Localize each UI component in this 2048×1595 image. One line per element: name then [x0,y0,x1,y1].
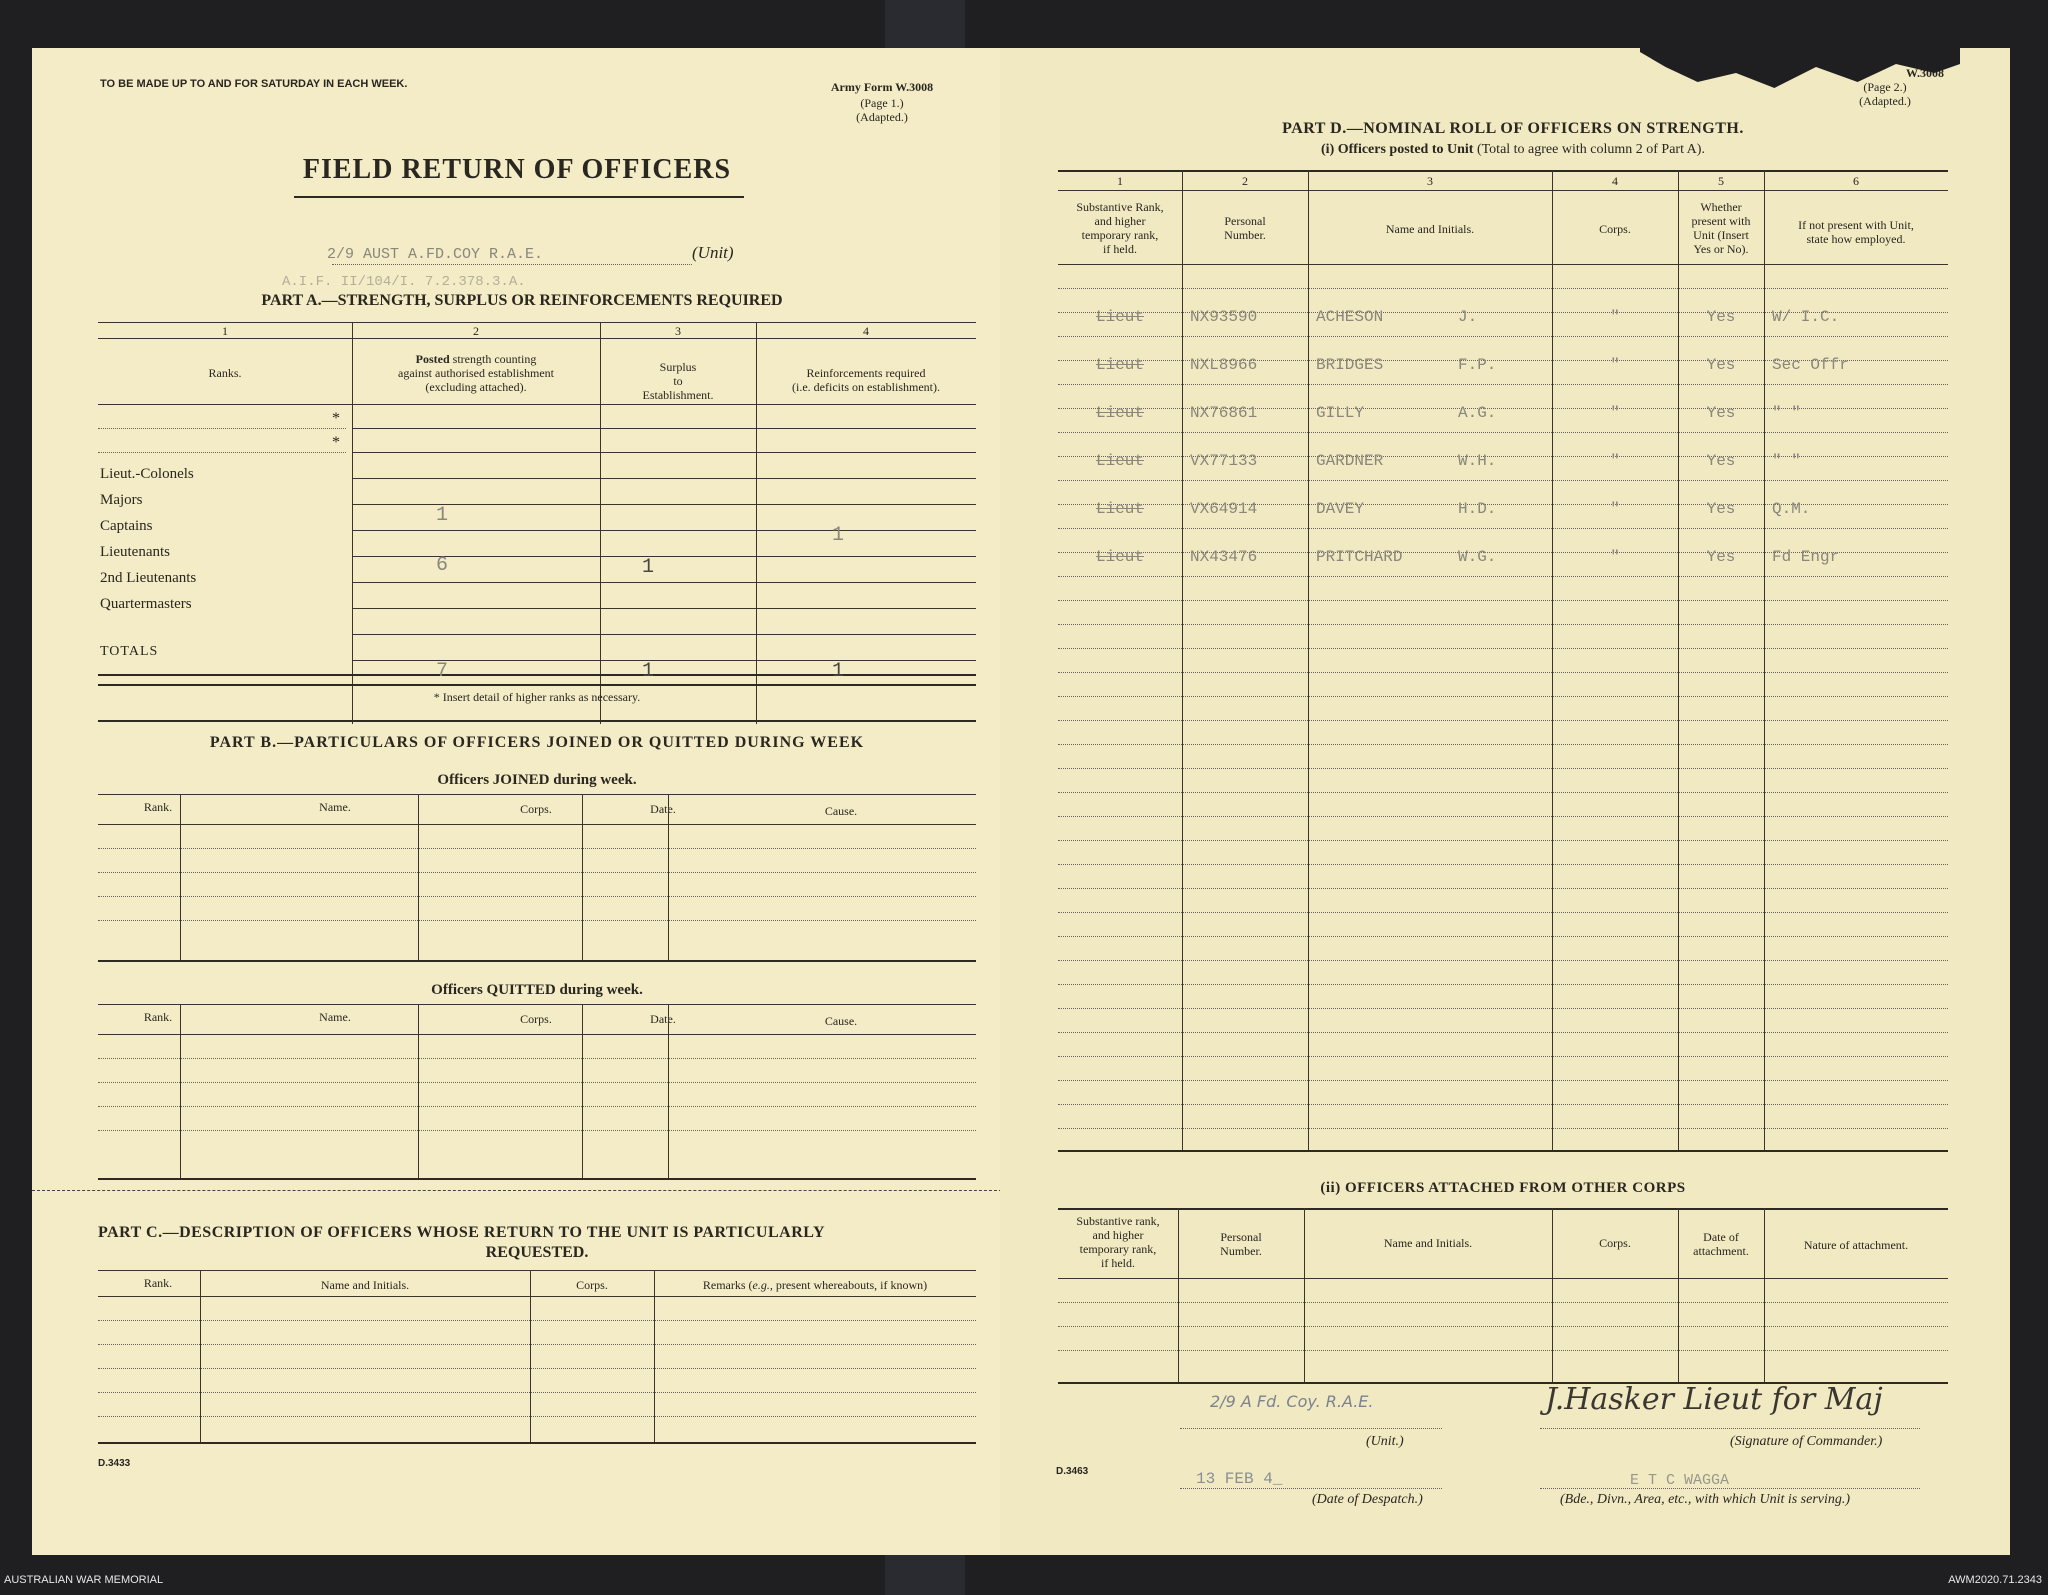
d-h5-l3: Unit (Insert [1693,228,1749,242]
roll-present-6: Yes [1706,548,1736,566]
form-id-right: W.3008 [1906,66,1944,80]
part-a-col4-num: 4 [863,324,869,338]
roll-employ-6: Fd Engr [1772,548,1840,566]
d-h1-l3: temporary rank, [1081,228,1159,242]
quitted-row-2 [98,1082,976,1083]
part-d-subtitle [1058,142,1968,158]
roll-init-4: W.H. [1458,452,1497,470]
roll-row-line [1058,336,1948,337]
roll-row-line [1058,984,1948,985]
totals-reinforcements: 1 [832,660,845,683]
roll-row-line [1058,720,1948,721]
roll-corps-3: " [1610,404,1620,422]
roll-corps-5: " [1610,500,1620,518]
star-2: * [332,434,340,451]
part-d-sub-rest: (Total to agree with column 2 of Part A). [1473,142,1705,157]
d-vline-2 [1308,170,1309,1150]
reinf-l2: (i.e. deficits on establishment). [792,380,940,394]
roll-corps-1: " [1610,308,1620,326]
roll-row-line [1058,672,1948,673]
roll-row-line [1058,1032,1948,1033]
part-b-top-rule [98,720,976,722]
roll-corps-6: " [1610,548,1620,566]
joined-vline-4 [668,794,669,960]
unit-label-right: (Unit.) [1366,1434,1404,1449]
a-h1-l3: temporary rank, [1079,1242,1157,1256]
roll-name-1: ACHESON [1316,308,1384,326]
rank-quartermasters: Quartermasters [100,596,192,612]
d-vline-3 [1552,170,1553,1150]
a-head-6: Nature of attachment. [1803,1238,1909,1252]
posted-l3: (excluding attached). [425,380,527,394]
a-h1-l4: if held. [1101,1256,1135,1270]
surplus-l2: to [673,374,683,388]
a-head-2 [1178,1230,1304,1258]
d-num-2: 2 [1242,174,1248,188]
joined-bottom-rule [98,960,976,962]
roll-corps-4: " [1610,452,1620,470]
attached-row-2 [1058,1326,1948,1327]
unit-stamp: 2/9 A Fd. Coy. R.A.E. [1210,1392,1374,1411]
title-underline [294,196,744,198]
part-c-title-2: REQUESTED. [485,1244,589,1261]
date-label: (Date of Despatch.) [1312,1492,1423,1507]
part-c-col-rank: Rank. [143,1276,173,1290]
footer-right: AWM2020.71.2343 [1948,1574,2042,1586]
star-row-2-line [98,452,346,453]
roll-row-line [1058,1104,1948,1105]
d-h1-l4: if held. [1103,242,1137,256]
roll-num-1: NX93590 [1190,308,1258,326]
roll-init-5: H.D. [1458,500,1497,518]
roll-init-1: J. [1458,308,1478,326]
part-c-col-corps: Corps. [576,1278,608,1292]
roll-row-line [1058,936,1948,937]
roll-row-line [1058,1080,1948,1081]
part-a-col3-head [600,360,756,402]
d-head-3: Name and Initials. [1385,222,1475,236]
roll-present-3: Yes [1706,404,1736,422]
part-a-top-rule [98,322,976,323]
part-c-title-1: PART C.—DESCRIPTION OF OFFICERS WHOSE RETURN TO THE UNIT IS PARTICULARLY [98,1224,826,1241]
rank-majors: Majors [100,492,143,508]
roll-init-6: W.G. [1458,548,1497,566]
roll-row-line [1058,792,1948,793]
joined-col-name: Name. [319,800,351,814]
attached-row-1 [1058,1302,1948,1303]
a-head-1 [1058,1214,1178,1270]
joined-row-2 [98,872,976,873]
a-h5-l1: Date of [1703,1230,1739,1244]
joined-vline-2 [418,794,419,960]
right-page [1000,48,2010,1555]
d-head-2 [1182,214,1308,242]
roll-employ-3: " " [1772,404,1801,422]
roll-row-line [1058,840,1948,841]
left-page [32,48,1012,1555]
d-h2-l1: Personal [1224,214,1266,228]
part-b-title: PART B.—PARTICULARS OF OFFICERS JOINED OR QUITTED DURING WEEK [209,734,865,751]
d-head-1 [1058,200,1182,256]
roll-row-line [1058,888,1948,889]
part-a-col2-head [352,352,600,394]
roll-rank-5: Lieut [1095,500,1144,518]
attached-title: (ii) OFFICERS ATTACHED FROM OTHER CORPS [1320,1180,1686,1196]
roll-num-2: NXL8966 [1190,356,1258,374]
totals-surplus: 1 [642,660,655,683]
form-adapted-right: (Adapted.) [1859,94,1911,108]
part-a-vline-2 [600,322,601,724]
quitted-col-rank: Rank. [143,1010,173,1024]
quitted-vline-4 [668,1004,669,1178]
quitted-top-rule [98,1004,976,1005]
row-rule-2 [352,452,976,453]
commander-signature: J.Hasker Lieut for Maj [1545,1382,1883,1417]
roll-employ-2: Sec Offr [1772,356,1849,374]
d-num-5: 5 [1718,174,1724,188]
roll-row-line [1058,528,1948,529]
bde-label: (Bde., Divn., Area, etc., with which Unit is serving.) [1560,1492,1851,1507]
a-vline-2 [1304,1208,1305,1382]
attached-row-3 [1058,1350,1948,1351]
quitted-col-name: Name. [319,1010,351,1024]
form-page-right: (Page 2.) [1863,80,1907,94]
roll-row-line [1058,768,1948,769]
joined-col-rank: Rank. [143,800,173,814]
a-vline-1 [1178,1208,1179,1382]
footnote: * Insert detail of higher ranks as necessary. [433,690,641,704]
form-page: (Page 1.) [860,96,904,110]
rank-lieut-colonels: Lieut.-Colonels [100,466,194,482]
joined-top-rule [98,794,976,795]
form-id: Army Form W.3008 [830,80,934,94]
footer-left: AUSTRALIAN WAR MEMORIAL [4,1574,164,1586]
a-head-5 [1678,1230,1764,1258]
roll-row-line [1058,744,1948,745]
part-c-row-4 [98,1392,976,1393]
roll-name-4: GARDNER [1316,452,1384,470]
part-a-col2-num: 2 [473,324,479,338]
roll-num-4: VX77133 [1190,452,1258,470]
row-rule-3 [352,478,976,479]
quitted-row-4 [98,1130,976,1131]
part-d-bottom-rule [1058,1150,1948,1152]
a-vline-3 [1552,1208,1553,1382]
star-row-1-line [98,428,346,429]
roll-row-line [1058,648,1948,649]
reinf-l1: Reinforcements required [806,366,926,380]
roll-num-6: NX43476 [1190,548,1258,566]
part-c-row-3 [98,1368,976,1369]
instruction-text: TO BE MADE UP TO AND FOR SATURDAY IN EACH WEEK. [100,78,408,90]
part-d-head-rule [1058,264,1948,265]
d-h6-l2: state how employed. [1806,232,1906,246]
page-title: FIELD RETURN OF OFFICERS [302,154,732,185]
part-a-bottom-rule [98,684,976,686]
part-d-sub-bold: (i) Officers posted to Unit [1321,142,1474,157]
posted-bold: Posted [415,352,450,366]
d-h1-l1: Substantive Rank, [1076,200,1164,214]
remarks-pre: Remarks ( [702,1278,753,1292]
unit-line [332,264,692,265]
roll-row-line [1058,1128,1948,1129]
roll-present-4: Yes [1706,452,1736,470]
quitted-vline-3 [582,1004,583,1178]
part-c-row-1 [98,1320,976,1321]
part-c-row-5 [98,1416,976,1417]
roll-row-line [1058,864,1948,865]
joined-col-cause: Cause. [824,804,858,818]
row-rule-9 [352,634,976,635]
part-c-head-rule [98,1296,976,1297]
a-h1-l2: and higher [1092,1228,1144,1242]
part-c-vline-1 [200,1270,201,1442]
d-h1-l2: and higher [1094,214,1146,228]
row-rule-8 [352,608,976,609]
part-c-col-name: Name and Initials. [320,1278,410,1292]
roll-rank-6: Lieut [1095,548,1144,566]
a-h2-l2: Number. [1220,1244,1262,1258]
roll-init-3: A.G. [1458,404,1497,422]
d-num-6: 6 [1853,174,1859,188]
roll-row-line [1058,576,1948,577]
posted-rest: strength counting [449,352,537,366]
d-h2-l2: Number. [1224,228,1266,242]
roll-present-5: Yes [1706,500,1736,518]
quitted-col-corps: Corps. [520,1012,552,1026]
d-head-6 [1764,218,1948,246]
perforation-line [32,1190,1012,1191]
part-c-bottom-rule [98,1442,976,1444]
totals-top-rule [98,674,976,676]
a-head-4: Corps. [1599,1236,1631,1250]
roll-num-5: VX64914 [1190,500,1258,518]
roll-rank-1: Lieut [1095,308,1144,326]
a-h5-l2: attachment. [1693,1244,1749,1258]
print-code-right: D.3463 [1056,1466,1089,1477]
quitted-bottom-rule [98,1178,976,1180]
roll-row-line [1058,480,1948,481]
roll-name-6: PRITCHARD [1316,548,1403,566]
rank-lieutenants: Lieutenants [100,544,170,560]
part-d-title-text: PART D.—NOMINAL ROLL OF OFFICERS ON STRENGTH. [1282,120,1744,137]
posted-l2: against authorised establishment [398,366,554,380]
roll-rank-3: Lieut [1095,404,1144,422]
a-h1-l1: Substantive rank, [1076,1214,1160,1228]
unit-line-right [1180,1428,1442,1429]
roll-present-2: Yes [1706,356,1736,374]
bde-stamp: E T C WAGGA [1630,1472,1730,1489]
totals-label: TOTALS [100,644,159,659]
unit-label: (Unit) [692,243,734,262]
print-code-left: D.3433 [98,1458,131,1469]
part-c-vline-3 [654,1270,655,1442]
part-a-head-rule [98,404,976,405]
part-a-vline-3 [756,322,757,724]
quitted-col-cause: Cause. [824,1014,858,1028]
quitted-title: Officers QUITTED during week. [431,982,643,998]
d-h5-l2: present with [1691,214,1751,228]
roll-name-3: GILLY [1316,404,1365,422]
form-adapted: (Adapted.) [856,110,908,124]
d-num-4: 4 [1612,174,1618,188]
part-c-vline-2 [530,1270,531,1442]
roll-rank-2: Lieut [1095,356,1144,374]
joined-vline-1 [180,794,181,960]
part-d-top-rule [1058,170,1948,172]
d-head-5 [1678,200,1764,256]
d-vline-1 [1182,170,1183,1150]
part-a-col4-head [756,366,976,394]
quitted-col-date: Date. [650,1012,676,1026]
rank-captains: Captains [100,518,153,534]
d-h6-l1: If not present with Unit, [1798,218,1914,232]
d-h5-l4: Yes or No). [1693,242,1749,256]
captains-posted: 1 [436,504,449,527]
a-vline-4 [1678,1208,1679,1382]
d-head-4: Corps. [1599,222,1631,236]
part-c-row-2 [98,1344,976,1345]
a-h2-l1: Personal [1220,1230,1262,1244]
quitted-row-1 [98,1058,976,1059]
joined-row-4 [98,920,976,921]
joined-col-corps: Corps. [520,802,552,816]
roll-row-line [1058,912,1948,913]
unit-typed-2: A.I.F. II/104/I. 7.2.378.3.A. [282,274,526,290]
joined-vline-3 [582,794,583,960]
quitted-row-3 [98,1106,976,1107]
remarks-post: present whereabouts, if known) [772,1278,928,1292]
a-vline-5 [1764,1208,1765,1382]
d-num-1: 1 [1117,174,1123,188]
star-1: * [332,410,340,427]
roll-corps-2: " [1610,356,1620,374]
quitted-head-rule [98,1034,976,1035]
row-rule-5 [352,530,976,531]
roll-name-5: DAVEY [1316,500,1365,518]
roll-row-line [1058,960,1948,961]
part-a-title: PART A.—STRENGTH, SURPLUS OR REINFORCEMENTS REQUIRED [261,292,783,309]
joined-row-1 [98,848,976,849]
lieutenants-posted: 6 [436,554,449,577]
surplus-l1: Surplus [659,360,697,374]
attached-top-rule [1058,1208,1948,1210]
roll-employ-1: W/ I.C. [1772,308,1840,326]
bde-line [1540,1488,1920,1489]
captains-reinforcements: 1 [832,524,845,547]
joined-col-date: Date. [650,802,676,816]
roll-row-line [1058,600,1948,601]
d-h5-l1: Whether [1700,200,1742,214]
d-vline-5 [1764,170,1765,1150]
row-rule-1 [352,428,976,429]
part-a-vline-1 [352,322,353,724]
joined-title: Officers JOINED during week. [437,772,637,788]
part-c-top-rule [98,1270,976,1271]
d-num-3: 3 [1427,174,1433,188]
unit-typed: 2/9 AUST A.FD.COY R.A.E. [327,246,544,263]
roll-row-line [1058,384,1948,385]
surplus-l3: Establishment. [642,388,714,402]
date-line [1180,1488,1442,1489]
part-a-col3-num: 3 [675,324,681,338]
d-vline-4 [1678,170,1679,1150]
roll-row-line [1058,288,1948,289]
roll-present-1: Yes [1706,308,1736,326]
lieutenants-surplus: 1 [642,556,655,579]
attached-head-rule [1058,1278,1948,1279]
roll-row-line [1058,432,1948,433]
signature-label: (Signature of Commander.) [1730,1434,1883,1449]
roll-row-line [1058,816,1948,817]
roll-row-line [1058,1056,1948,1057]
totals-posted: 7 [436,660,449,683]
roll-employ-5: Q.M. [1772,500,1811,518]
part-c-col-remarks [654,1278,976,1292]
part-d-num-rule [1058,190,1948,191]
roll-name-2: BRIDGES [1316,356,1384,374]
roll-init-2: F.P. [1458,356,1497,374]
roll-rank-4: Lieut [1095,452,1144,470]
remarks-eg: e.g., [752,1278,773,1292]
date-stamp: 13 FEB 4_ [1196,1470,1283,1488]
roll-employ-4: " " [1772,452,1801,470]
part-a-col1-head: Ranks. [208,366,242,380]
rank-2nd-lieutenants: 2nd Lieutenants [100,570,197,586]
roll-row-line [1058,696,1948,697]
roll-row-line [1058,624,1948,625]
part-d-title [1058,120,1968,138]
part-a-num-rule [98,338,976,339]
a-head-3: Name and Initials. [1383,1236,1473,1250]
joined-row-3 [98,896,976,897]
signature-line [1540,1428,1920,1429]
quitted-vline-2 [418,1004,419,1178]
quitted-vline-1 [180,1004,181,1178]
joined-head-rule [98,824,976,825]
row-rule-7 [352,582,976,583]
part-a-col1-num: 1 [222,324,228,338]
roll-row-line [1058,1008,1948,1009]
roll-num-3: NX76861 [1190,404,1258,422]
